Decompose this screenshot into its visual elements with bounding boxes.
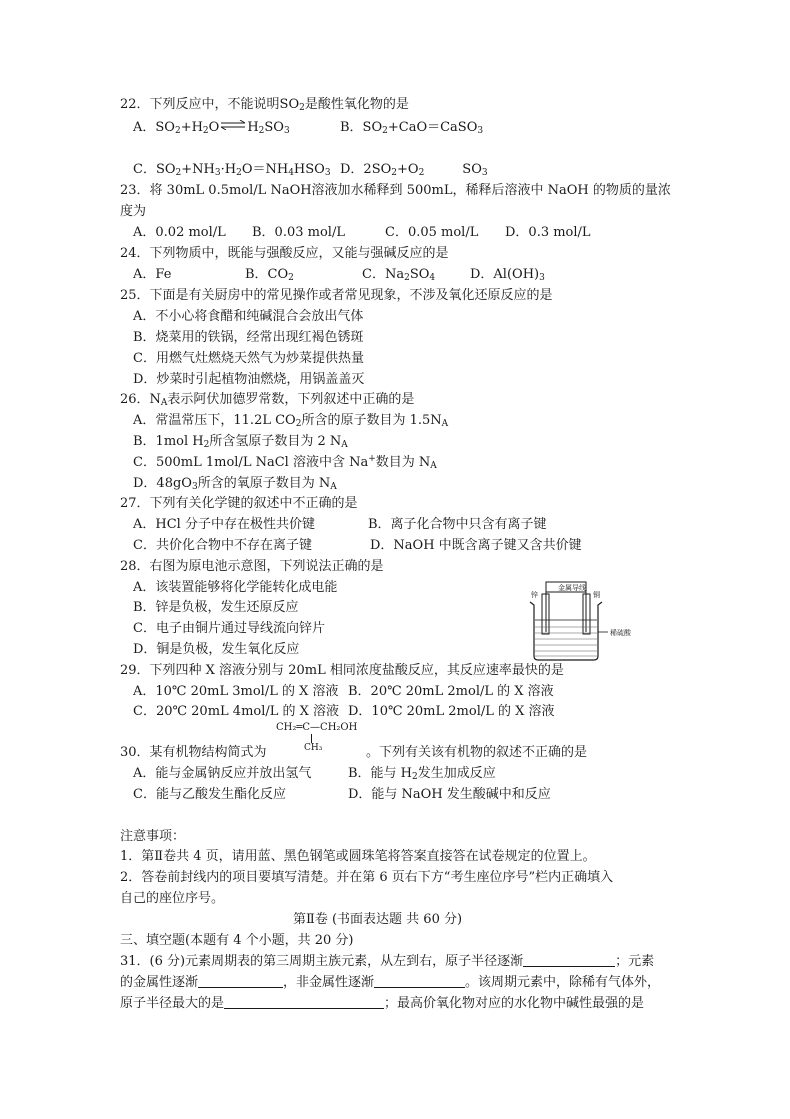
q23-option-a: A．0.02 mol/L	[133, 225, 226, 240]
note-2-line1: 2．答卷前封线内的项目要填写清楚。并在第 6 页右下方“考生座位序号”栏内正确填入	[120, 870, 614, 885]
q24-option-a: A．Fe	[133, 267, 172, 282]
q23-stem-line2: 度为	[120, 204, 147, 219]
q27-option-d: D．NaOH 中既含离子键又含共价键	[370, 538, 582, 553]
answer-blank[interactable]	[224, 996, 384, 1009]
q22-option-a: A．$SO_2+H_2O$ $H_2SO_3$	[133, 120, 290, 136]
q28-stem: 28．右图为原电池示意图，下列说法正确的是	[120, 559, 384, 574]
q27-option-b: B．离子化合物中只含有离子键	[368, 517, 547, 532]
q27-option-c: C．共价化合物中不存在离子键	[133, 538, 312, 553]
q29-stem: 29．下列四种 X 溶液分别与 20mL 相同浓度盐酸反应，其反应速率最快的是	[120, 663, 564, 678]
q24-option-d: D．$Al(OH)_3$	[470, 267, 545, 283]
note-1: 1．第Ⅱ卷共 4 页，请用蓝、黑色钢笔或圆珠笔将答案直接答在试卷规定的位置上。	[120, 849, 596, 864]
notes-title: 注意事项：	[120, 829, 186, 844]
q25-option-c: C．用燃气灶燃烧天然气为炒菜提供热量	[133, 351, 364, 366]
part2-title: 第Ⅱ卷 (书面表达题 共 60 分)	[293, 912, 463, 927]
q31-line1: 31．(6 分)元素周期表的第三周期主族元素，从左到右，原子半径逐渐 ；元素	[120, 954, 655, 969]
zinc-label: 锌	[531, 591, 538, 599]
q23-stem-line1: 23．将 30mL 0.5mol/L NaOH溶液加水稀释到 500mL，稀释后溶液中 NaOH 的物质的量浓	[120, 183, 671, 198]
q29-option-d: D．10℃ 20mL 2mol/L 的 X 溶液	[348, 704, 555, 719]
q26-option-c: C．500mL 1mol/L NaCl 溶液中含 Na+数目为 $N_A$	[133, 454, 437, 471]
q28-option-c: C．电子由铜片通过导线流向锌片	[133, 621, 325, 636]
note-2-line2: 自己的座位序号。	[120, 891, 225, 906]
answer-blank[interactable]	[198, 975, 283, 988]
q26-stem: 26．$N_A$表示阿伏加德罗常数，下列叙述中正确的是	[120, 392, 415, 408]
copper-label: 铜	[593, 591, 600, 599]
reversible-arrow-icon	[220, 120, 246, 130]
q24-option-b: B．$CO_2$	[245, 267, 294, 283]
q30-option-c: C．能与乙酸发生酯化反应	[133, 787, 286, 802]
q26-option-d: D．$48gO_3$所含的氧原子数目为 $N_A$	[133, 476, 337, 492]
q23-option-c: C．0.05 mol/L	[385, 225, 479, 240]
q24-option-c: C．$Na_2SO_4$	[362, 267, 436, 283]
q25-option-d: D．炒菜时引起植物油燃烧，用锅盖盖灭	[133, 372, 365, 387]
q25-option-a: A．不小心将食醋和纯碱混合会放出气体	[133, 309, 364, 324]
galvanic-cell-figure	[522, 580, 642, 662]
q25-stem: 25．下面是有关厨房中的常见操作或者常见现象，不涉及氧化还原反应的是	[120, 288, 553, 303]
q26-option-b: B．1mol $H_2$所含氢原子数目为 2 $N_A$	[133, 434, 348, 450]
wire-label: 金属导线	[558, 584, 586, 592]
structure-formula-top: CH₂═C—CH₂OH	[276, 722, 358, 733]
q31-line2: 的金属性逐渐 ，非金属性逐渐 。该周期元素中，除稀有气体外，	[120, 975, 661, 990]
q28-option-a: A．该装置能够将化学能转化成电能	[133, 580, 338, 595]
q27-option-a: A．HCl 分子中存在极性共价键	[133, 517, 315, 532]
q30-option-a: A．能与金属钠反应并放出氢气	[133, 766, 312, 781]
q30-stem-part1: 30．某有机物结构简式为	[120, 745, 267, 760]
q26-option-a: A．常温常压下，11.2L $CO_2$所含的原子数目为 $1.5N_A$	[133, 413, 449, 429]
q28-option-b: B．锌是负极，发生还原反应	[133, 600, 299, 615]
q22-stem: 22．下列反应中，不能说明$SO_2$是酸性氧化物的是	[120, 97, 409, 113]
answer-blank[interactable]	[374, 975, 465, 988]
structure-formula-bottom: CH₃	[304, 743, 323, 753]
structure-bond-line	[311, 734, 312, 743]
q23-option-b: B．0.03 mol/L	[252, 225, 345, 240]
acid-label: 稀硫酸	[610, 629, 631, 637]
section-title: 三、填空题(本题有 4 个小题，共 20 分)	[120, 933, 354, 948]
q30-option-b: B．能与 $H_2$发生加成反应	[348, 766, 496, 782]
q30-stem-part2: 。下列有关该有机物的叙述不正确的是	[366, 745, 588, 760]
q28-option-d: D．铜是负极，发生氧化反应	[133, 642, 300, 657]
q31-line3: 原子半径最大的是 ；最高价氧化物对应的水化物中碱性最强的是	[120, 996, 645, 1011]
q29-option-c: C．20℃ 20mL 4mol/L 的 X 溶液	[133, 704, 340, 719]
q29-option-a: A．10℃ 20mL 3mol/L 的 X 溶液	[133, 684, 339, 699]
q23-option-d: D．0.3 mol/L	[505, 225, 591, 240]
q22-option-c: C．$SO_2+NH_3\cdot H_2O=NH_4HSO_3$	[133, 162, 331, 178]
q27-stem: 27．下列有关化学键的叙述中不正确的是	[120, 496, 358, 511]
q22-option-b: B．$SO_2+CaO=CaSO_3$	[340, 120, 484, 136]
q25-option-b: B．烧菜用的铁锅，经常出现红褐色锈斑	[133, 330, 364, 345]
answer-blank[interactable]	[523, 954, 615, 967]
q22-option-d: D．$2SO_2+O_2$ $SO_3$	[340, 162, 488, 178]
q29-option-b: B．20℃ 20mL 2mol/L 的 X 溶液	[348, 684, 554, 699]
q30-option-d: D．能与 NaOH 发生酸碱中和反应	[348, 787, 551, 802]
q24-stem: 24．下列物质中，既能与强酸反应，又能与强碱反应的是	[120, 246, 449, 261]
